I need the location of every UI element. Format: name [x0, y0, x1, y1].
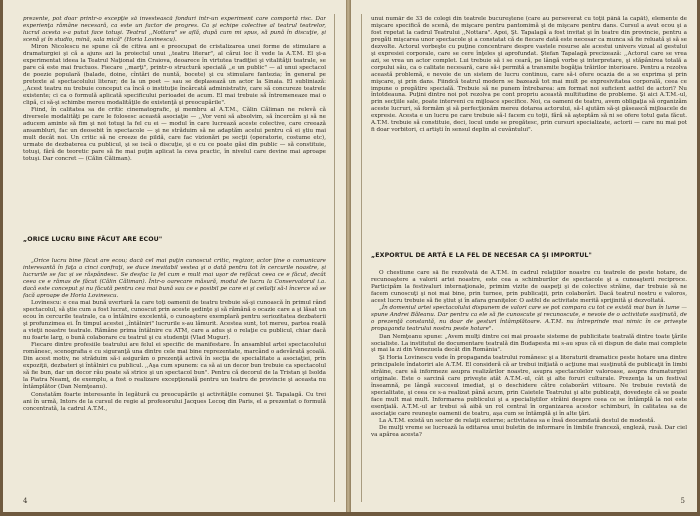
paragraph: De mulţi vreme se lucrează la editarea unui buletin de informare în limbile franceză, engleză, rusă. Dar ciel va apărea acesta?	[371, 425, 687, 439]
page-number: 4	[23, 497, 28, 505]
paragraph: Lovinescu: e cea mai bună uvertură la care toţi oamenii de teatru trebuie să-şi cunoască în primul rând spectacolul, să ştie cum a fost lucrat, cunoscut prin aceste şedinţe şi să rămână o ocazie care a şi lăsat un ecou în cercurile teatrale, ca o întâlnire excelentă, o cunoaştere exemplară pentru seriozitatea dezbaterii şi profunzimea ei. În timpul acestei ,,întâlniri" lucrurile s-au lămurit. Acestea sunt, tot mereu, partea reală a vieţii noastre teatrale. Rămâne prima întâlnire cu ATM, care a adus şi o relaţie cu publicul, chiar dacă nu foarte larg, o bună colaborare cu teatrul şi cu studenţii (Vlad Mugur).	[23, 300, 326, 341]
paragraph: prezente, pot doar printr-o excepţie să investească fonduri într-un experiment care comportă risc. Dar experienţa rămâne necesară, ca este un factor de progres. Ca şi echipe colective al teatrul teatrelor, lucrul acesta s-a putut face totuşi. Teatrul ,,Nottara" se află, după cum mi spus, să pună în discuţie, şi scenă şi în studio, mină, sala mică" (Horia Lovinescu).	[23, 16, 326, 43]
paragraph: La A.T.M. există un sector de relaţii externe; activitatea sa e însă deocamdată destul de modestă.	[379, 418, 656, 425]
paragraph: Fiind, în calitatea sa de critic cinematografic, şi membru al A.T.M., Călin Căliman ne relevă că diversele modalităţi pe care le folosesc această asociaţie — ,,Vor veni să absolvim, să încercăm şi să ne aducem aminte să fim şi noi totuşi la fel cu ei — modul în care lucrează aceste colective, care creează ansambluri, fac un deosebit în spectacole — şi ne străduim să ne adaptăm acelui pentru că ei ştiu mai mult decât noi. Un critic să ne creeze de pildă, care fac vizionări pe secţii (operatorie, costume etc), urmate de dezbaterea cu publicul, şi se iscă o discuţie, şi e cu ce poate găsi din public — să constituie, totuşi, fără de teoretic pare să fie mai puţin aplicat la ceva practic, în nivelul care devine mai aproape totuşi. Dar concret — (Călin Căliman).	[23, 107, 326, 163]
paragraph: O chestiune care să fie rezolvată de A.T.M. în cadrul relaţiilor noastre cu teatrele de peste hotare, de recunoaştere a valorii artei noastre, este cea a schimburilor de spectacole şi a cunoaşterii reciproce. Participăm la festivaluri internaţionale, primim vizite de oaspeţi şi de colective străine, dar trebuie să ne facem cunoscuţi şi noi mai bine, prin turnee, prin publicaţii, prin colaborări. Dacă teatrul nostru e valoros, acest lucru trebuie să fie ştiut şi în afara graniţelor. O astfel de activitate merită sprijinită şi dezvoltată.	[371, 270, 687, 304]
right-page	[351, 0, 697, 512]
paragraph: Dan Nemţeanu spune: „Avem mulţi dintre cei mai proaste sisteme de publicitate teatrală dintre toate ţările socialiste. La institutul de documentare teatrală din Budapesta mi s-au spus că ei dispun de date mai complete şi mai la zi din Venezuela decât din România".	[371, 333, 687, 354]
paragraph: Fiecare dintre profesiile teatrului are felul ei specific de manifestare. În ansamblul artei spectacolului românesc, scenografia e cu siguranţă una dintre cele mai bine reprezentate, marcând o adevărată şcoală. Din acest motiv, ne străduim să-i asigurăm o prezenţă activă în secţia de specialitate a asociaţiei, prin expoziţii, dezbateri şi întâlniri cu publicul. ,,Aşa cum spunem: ca să ai un decor bun trebuie ca spectacolul să fie bun, dar un decor rău poate să strice şi un spectacol bun". Pentru că decorul de la Tristan şi Isolda la Piatra Neamţ, de exemplu, a fost o realizare excepţională pentru un teatru de provincie şi aceasta nu întâmplător (Dan Nemţeanu).	[23, 342, 326, 391]
left-page	[3, 0, 346, 512]
paragraph: „Orice lucru bine făcut are ecou; dacă cel mai puţin cunoscut critic, regizor, actor ţine o comunicare interesantă în faţa a cinci confraţi, se duce inevitabil vestea şi o dată pentru tot în cercurile noastre, și lucrurile se fac și se răspândesc. Se desfac la fel cum e mult mai uşor de refăcut ceea ce e făcut, decât ceea ce e rămas de făcut (Călin Căliman). Într-o oarecare măsură, modul de lucru la Conservatorul i.a. dacă este conceput şi nu făcută pentru cea mai bună sau ce e posibil pe care ei şi ceilalţi să-l încerce să se facă aproape de Horia Lovinescu.	[23, 258, 326, 299]
left-text-block-2	[23, 258, 326, 490]
section-heading: „ORICE LUCRU BINE FĂCUT ARE ECOU"	[23, 236, 163, 243]
paragraph: Şi Horia Lovinescu vede în propaganda teatrului românesc şi a literaturii dramatice peste hotare una dintre principalele îndatoriri ale A.T.M. El consideră că ar trebui iniţiată o acţiune mai susţinută de publicaţii în limbi străine, care să informeze asupra realizărilor noastre, asupra spectacolelor valoroase, asupra dramaturgiei originale. Este o sarcină care priveşte atât A.T.M.-ul, cât şi alte foruri culturale. Prezenţa la un festival înseamnă, pe lângă succesul imediat, şi o deschidere către colaborări viitoare. Ne trebuie revistă de specialitate, şi ceea ce s-a realizat până acum, prin Caietele Teatrului şi alte publicaţii, dovedeşte că se poate face mult mai mult. Informarea publicului şi a specialiştilor străini despre ceea ce se întâmplă la noi este esenţială. A.T.M.-ul ar trebui să aibă un rol central în organizarea acestor schimburi, în calitatea sa de asociaţie care reuneşte oamenii de teatru, aşa cum se întâmplă şi în alte ţări.	[371, 354, 687, 417]
paragraph: „În domeniul artei spectacolului dispunem de valori care se pot compara cu tot ce există mai bun în lume — spune Andrei Băleanu. Dar pentru ca ele să fie cunoscute şi recunoscute, e nevoie de o activitate susţinută, de o prezenţă constantă, nu doar de gesturi întâmplătoare. A.T.M. nu întreprinde mai nimic în ce priveşte propaganda teatrului nostru peste hotare".	[371, 305, 687, 333]
left-text-block-1	[23, 16, 326, 248]
margin-rule	[361, 14, 362, 502]
margin-rule	[334, 14, 335, 502]
paragraph: unui număr de 33 de colegi din teatrele bucureştene (care au perseverat cu toţii până la capăt), elemente de mişcare specifică de scenă, de mişcare pentru pantomimă şi de mişcare pentru dans. Cursul a avut ecou şi a fost repetat la cadrul Teatrului ,,Nottara". Apoi, Şt. Tapalagă a fost invitat şi în teatre din provincie, pentru a pregăti mişcarea unor spectacole şi a constatat că de fiecare dată este necesar ca munca să fie reluată şi să se dezvolte. Actorul vorbeşte cu puţine concentrare despre vastele resurse ale acestui univers vizual al gestului şi expresiei corporale, care se cere înţeles şi aprofundat. Ştefan Tapalagă precizează: ,,Actorul care se vrea azi, se vrea un actor complet. Lui trebuie să i se ceară, pe lângă vorbe şi interpretare, şi stăpânirea totală a corpului său, ca o calitate necesară, care să-i permită a transmite bogăţia trăirilor interioare. Pentru a rezolva această problemă, e nevoie de un sistem de lucru continuu, care să-i ofere ocazia de a se exprima şi prin mişcare, şi prin dans. Fiindcă teatrul modern se bazează tot mai mult pe expresivitatea corporală, ceea ce impune o pregătire specială. Trebuie să ne punem întrebarea: am format noi suficient astfel de actori? Nu întotdeauna. Puţini dintre noi pot rezolva pe cont propriu această multitudine de probleme. Şi aici A.T.M.-ul, prin secţiile sale, poate interveni cu mijloace specifice. Noi, ca oameni de teatru, avem obligaţia să organizăm aceste lucruri, să formăm şi să perfecţionăm mereu dotarea actorului, să-l ajutăm să-şi găsească mijloacele de expresie. Acesta e un lucru pe care trebuie să-l facem cu toţii, fără să aşteptăm să ni se ofere totul gata făcut. A.T.M. trebuie să constituie, deci, locul unde se pregătesc, prin cursuri specializate, actorii — care nu mai pot fi doar vorbitori, ci artişti în sensul deplin al cuvântului".	[371, 16, 687, 134]
paragraph: Constatăm foarte interesante în legătură cu preocupările şi activităţile comunei Şt. Tapalagă. Cu trei ani în urmă, Intors de la cursul de regie al profesorului Jacques Lecoq din Paris, el a prezentat o formulă concentrată, la cadrul A.T.M.,	[23, 391, 326, 412]
page-number: 5	[680, 497, 685, 505]
paragraph: Miron Nicolescu ne spune că de citiva ani e preocupat de cristalizarea unei forme de stimulare a dramaturgiei şi că a ajuns azi la proiectul unui ,,teatru literar", al cărui loc îl vede la A.T.M. El şi-a experimentat ideea la Teatrul Naţional din Craiova, deoarece în virtutea tradiţiei şi vitalităţii teatrale, se pare că este mai fructuos. Fiecare ,,marţi", printr-o structură specială ,,e un public" — al unui spectacol de poezie populară (balade, doine, cîntări de nuntă, bocete) şi cu stimulare fantezia; în general pe pretexte al spectacolului literar; de la un poet — sau se deplasează un actor la Sinaia. El subliniază: ,,Acest teatru nu trebuie conceput ca încă o instituţie încărcată administrativ, care să concureze teatrele existente; ci ca o formulă aplicată specificului perioadei de acum. El mai trebuie să întremeneaze mai o clipă, ci să-şi schimbe mereu modalităţile de existenţă şi preocupările".	[23, 44, 326, 106]
right-text-block-1	[371, 16, 687, 242]
magazine-spread	[3, 0, 697, 512]
section-heading: „EXPORTUL DE ARTĂ E LA FEL DE NECESAR CA ŞI IMPORTUL"	[371, 252, 592, 259]
right-text-block-2	[371, 270, 687, 494]
